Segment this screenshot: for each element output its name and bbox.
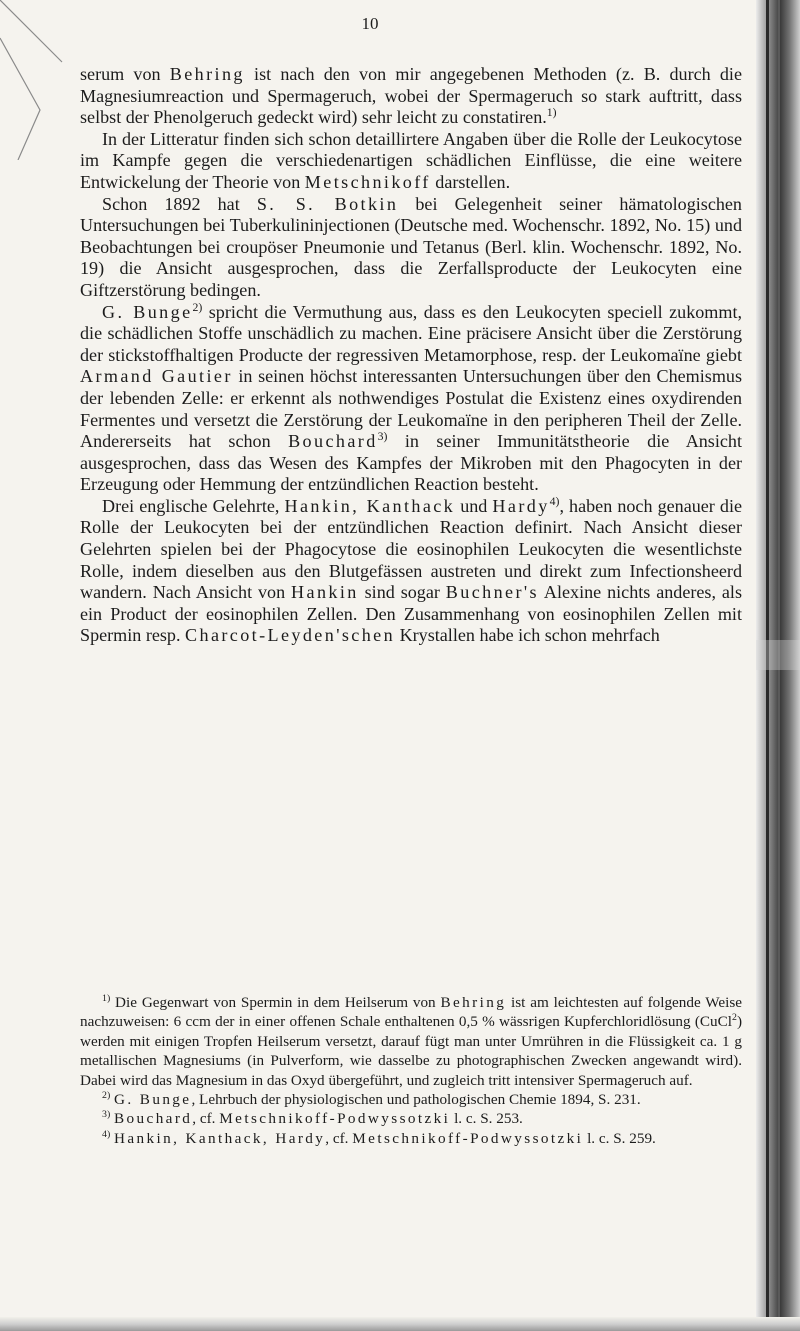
author-name: G. Bunge [102, 301, 193, 322]
footnote [80, 993, 742, 1090]
author-name: Bouchard [288, 431, 378, 452]
footnote-marker: 4) [549, 494, 560, 508]
footnote-marker: 3) [377, 430, 388, 444]
text-run: und [455, 495, 493, 516]
footnote [80, 1109, 742, 1128]
author-name: Behring [440, 994, 507, 1011]
author-name: Hankin, Kanthack [284, 495, 456, 516]
text-run: Drei englische Gelehrte, [102, 495, 285, 516]
author-name: G. Bunge [114, 1091, 192, 1109]
footnote-marker: 2) [192, 300, 203, 314]
text-run: l. c. S. 259. [583, 1129, 656, 1147]
book-spine-edge [756, 0, 800, 1331]
author-name: Bouchard [114, 1110, 193, 1128]
text-run: , cf. [192, 1110, 220, 1128]
text-run: darstellen. [430, 171, 511, 192]
paragraph [80, 129, 742, 194]
paragraph [80, 496, 742, 647]
author-name: Armand Gautier [80, 366, 233, 387]
footnote-marker: 2 [732, 1012, 737, 1024]
author-name: Metschnikoff-Podwyssotzki [219, 1110, 451, 1128]
text-run: serum von [80, 64, 170, 84]
text-run: Schon 1892 hat [102, 193, 257, 214]
text-run: ist nach den von mir angegebenen Methoden (z. B. durch die Magnesiumreaction und Spermageruch, wobei der Spermageruch so stark auftritt, dass selbst der Phenolgeruch gedeckt wird) sehr leicht zu constatiren. [80, 64, 742, 128]
text-run: , Lehrbuch der physiologischen und pathologischen Chemie 1894, S. 231. [191, 1091, 641, 1109]
footnote-marker: 2) [102, 1089, 111, 1101]
author-name: Metschnikoff [304, 171, 431, 192]
text-run: in seinen höchst interessanten Untersuchungen über den Chemismus der lebenden Zelle: er erkennt als nothwendiges Postulat die Existenz eines oxydirenden Fermentes und versetzt die Zerstörung der Leukomaïne in den peripheren Theil der Zelle. Andererseits hat schon [80, 366, 742, 452]
text-run: bei Gelegenheit seiner hämatologischen Untersuchungen bei Tuberkulininjectionen (Deutsche med. Wochenschr. 1892, No. 15) und Beobachtungen bei croupöser Pneumonie und Tetanus (Berl. klin. Wochenschr. 1892, No. 19) die Ansicht ausgesprochen, dass die Zerfallsproducte der Leukocyten eine Giftzerstörung bedingen. [80, 193, 742, 300]
author-name: Hankin [291, 582, 359, 603]
text-run: l. c. S. 253. [450, 1110, 523, 1128]
text-run: sind sogar [358, 582, 446, 603]
author-name: S. S. Botkin [256, 193, 399, 214]
paragraph [80, 302, 742, 496]
footnote-marker: 1) [546, 106, 557, 120]
author-name: Behring [169, 64, 245, 84]
paragraph [80, 194, 742, 302]
author-name: Hardy [492, 495, 550, 516]
author-name: Buchner's [445, 582, 539, 603]
footnote [80, 1090, 742, 1109]
footnotes [80, 993, 742, 1148]
text-run: ) werden mit einigen Tropfen Heilserum versetzt, darauf fügt man unter Umrühren in die Flüssigkeit ca. 1 g metallischen Magnesiums (in Pulverform, wie dasselbe zu photographischen Zwecken angewandt wird). Dabei wird das Magnesium in das Oxyd übergeführt, und zugleich tritt intensiver Spermageruch auf. [80, 1013, 742, 1089]
body-text [80, 64, 742, 647]
page-number: 10 [361, 14, 379, 33]
paragraph [80, 64, 742, 129]
text-run: In der Litteratur finden sich schon detaillirtere Angaben über die Rolle der Leukocytose im Kampfe gegen die verschiedenartigen schädlichen Einflüsse, die eine weitere Entwickelung der Theorie von [80, 128, 742, 192]
text-run: spricht die Vermuthung aus, dass es den Leukocyten speciell zukommt, die schädlichen Stoffe unschädlich zu machen. Eine präcisere Ansicht über die Zerstörung der stickstoffhaltigen Producte der regressiven Metamorphose, resp. der Leukomaïne giebt [80, 301, 742, 365]
page-bottom-shadow [0, 1317, 800, 1331]
text-run: Krystallen habe ich schon mehrfach [395, 625, 660, 646]
text-run: Alexine nichts anderes, als ein Product der eosinophilen Zellen. Den Zusammenhang von eosinophilen Zellen mit Spermin resp. [80, 582, 742, 646]
author-name: Metschnikoff-Podwyssotzki [352, 1129, 584, 1147]
text-run: Die Gegenwart von Spermin in dem Heilserum von [110, 994, 441, 1011]
footnote-marker: 3) [102, 1109, 111, 1121]
text-run: , cf. [325, 1129, 353, 1147]
author-name: Charcot-Leyden'schen [185, 625, 396, 646]
text-run: ist am leichtesten auf folgende Weise nachzuweisen: 6 ccm der in einer offenen Schale enthaltenen 0,5 % wässrigen Kupferchloridlösung (CuCl [80, 994, 742, 1031]
footnote-marker: 4) [102, 1128, 111, 1140]
footnote [80, 1129, 742, 1148]
text-run: in seiner Immunitätstheorie die Ansicht ausgesprochen, dass das Wesen des Kampfes der Mikroben mit den Phagocyten in der Erzeugung oder Hemmung der entzündlichen Reaction besteht. [80, 431, 742, 495]
text-run: , haben noch genauer die Rolle der Leukocyten bei der entzündlichen Reaction definirt. Nach Ansicht dieser Gelehrten spielen bei der Phagocytose die eosinophilen Leukocyten die wesentlichste Rolle, indem dieselben aus den Blutgefässen austreten und direkt zum Infectionsheerd wandern. Nach Ansicht von [80, 495, 743, 603]
author-name: Hankin, Kanthack, Hardy [114, 1129, 326, 1147]
footnote-marker: 1) [102, 992, 111, 1004]
